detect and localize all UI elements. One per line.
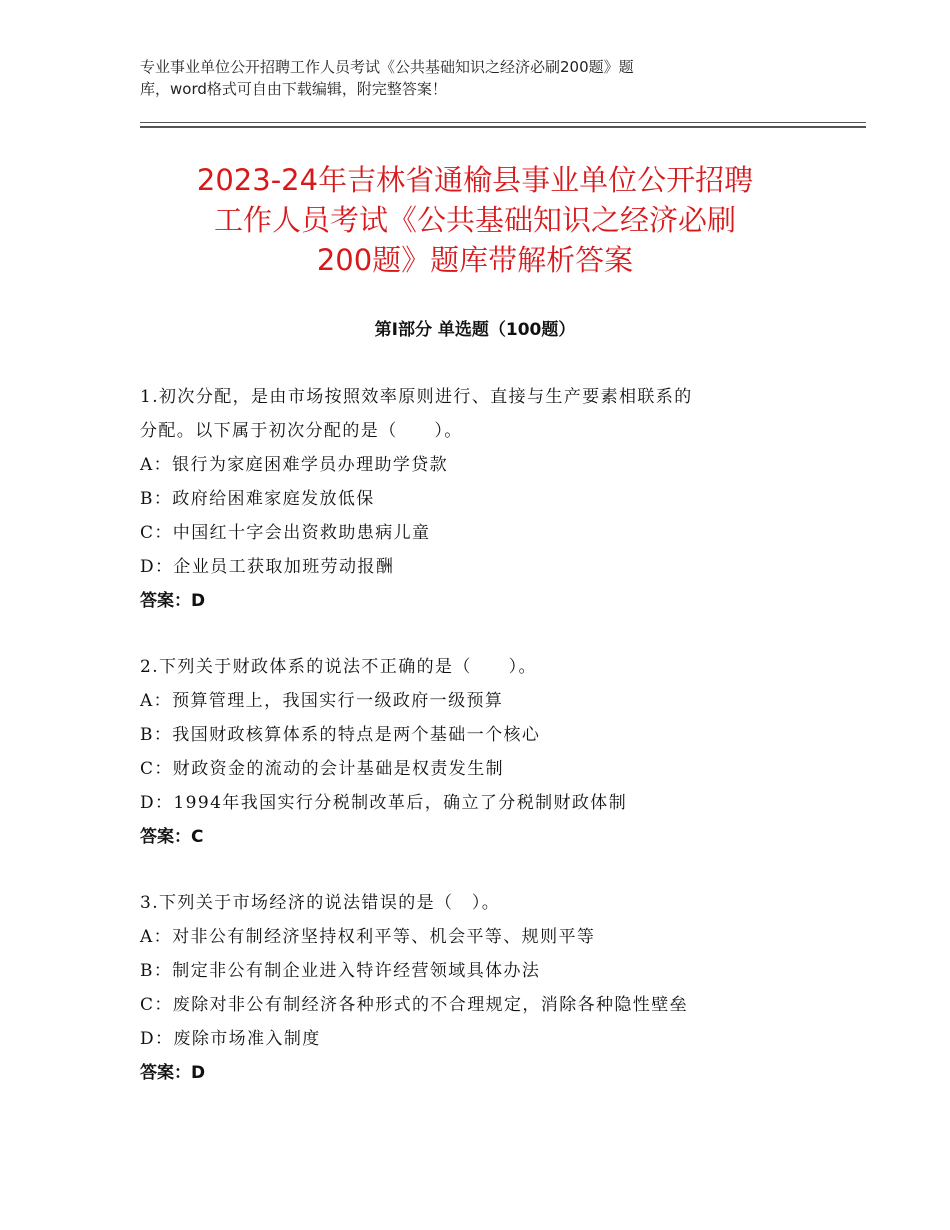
option-b: B：我国财政核算体系的特点是两个基础一个核心 [140,725,541,745]
option-b: B：制定非公有制企业进入特许经营领域具体办法 [140,961,541,981]
title-line-3: 200题》题库带解析答案 [316,243,634,277]
title-line-1: 2023-24年吉林省通榆县事业单位公开招聘 [196,163,754,197]
header-line-2: 库，word格式可自由下载编辑，附完整答案！ [140,80,447,98]
header-rule-thick [140,126,866,128]
question-3 [140,886,810,1090]
question-list [140,380,810,1122]
answer-label: 答案：D [140,1063,206,1083]
question-stem: 3.下列关于市场经济的说法错误的是（ ）。 [140,893,501,913]
header-line-1: 专业事业单位公开招聘工作人员考试《公共基础知识之经济必刷200题》题 [140,58,634,76]
option-d: D：1994年我国实行分税制改革后，确立了分税制财政体制 [140,793,628,813]
question-stem: 1.初次分配，是由市场按照效率原则进行、直接与生产要素相联系的 [140,387,693,407]
option-d: D：企业员工获取加班劳动报酬 [140,557,395,577]
option-c: C：废除对非公有制经济各种形式的不合理规定，消除各种隐性壁垒 [140,995,689,1015]
question-stem: 2.下列关于财政体系的说法不正确的是（ ）。 [140,657,537,677]
question-stem: 分配。以下属于初次分配的是（ ）。 [140,421,463,441]
option-b: B：政府给困难家庭发放低保 [140,489,375,509]
option-a: A：银行为家庭困难学员办理助学贷款 [140,455,449,475]
header-rule-thin [140,122,866,123]
section-heading: 第Ⅰ部分 单选题（100题） [374,320,576,340]
option-c: C：财政资金的流动的会计基础是权责发生制 [140,759,505,779]
option-c: C：中国红十字会出资救助患病儿童 [140,523,431,543]
question-2 [140,650,810,854]
title-line-2: 工作人员考试《公共基础知识之经济必刷 [213,203,736,237]
option-d: D：废除市场准入制度 [140,1029,321,1049]
question-1 [140,380,810,618]
document-header [140,56,780,100]
answer-label: 答案：D [140,591,206,611]
option-a: A：对非公有制经济坚持权利平等、机会平等、规则平等 [140,927,596,947]
answer-label: 答案：C [140,827,204,847]
document-title [140,160,810,280]
option-a: A：预算管理上，我国实行一级政府一级预算 [140,691,504,711]
